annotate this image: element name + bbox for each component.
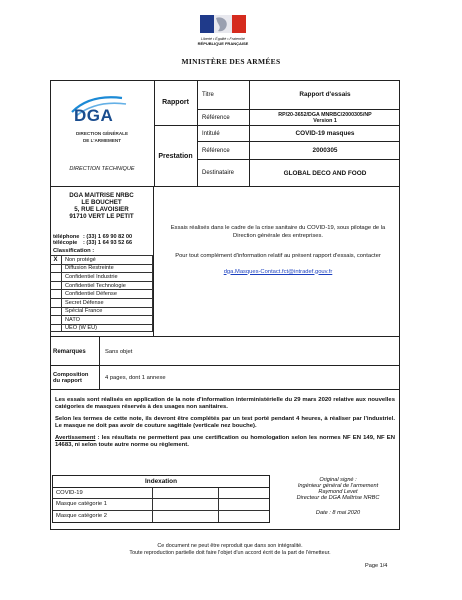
intitule-value: COVID-19 masques: [250, 126, 400, 142]
classification-option-label: Diffusion Restreinte: [62, 265, 153, 273]
dga-logo-block: [52, 82, 152, 184]
classification-option: [50, 324, 153, 333]
composition-value: 4 pages, dont 1 annexe: [105, 374, 166, 381]
classification-option-label: NATO: [62, 316, 153, 324]
remarques-row: [50, 336, 400, 366]
classification-list: [50, 255, 153, 332]
remarques-label: Remarques: [50, 337, 100, 366]
indexation-rows: [53, 488, 269, 522]
report-table: [154, 80, 400, 186]
warning-label: Avertissement: [55, 434, 96, 441]
fax-label: télécopie: [53, 240, 78, 246]
composition-row: [50, 366, 400, 390]
classification-option-label: Confidentiel Défense: [62, 290, 153, 298]
title-value: Rapport d'essais: [250, 80, 400, 110]
classification-option-label: Secret Défense: [62, 299, 153, 307]
classification-checkbox: [50, 273, 62, 281]
republic-motto: Liberté • Égalité • Fraternité: [201, 37, 245, 41]
indexation-empty-cell: [219, 499, 269, 509]
marianne-logo: [190, 14, 256, 48]
classification-checkbox: [50, 290, 62, 298]
signature-line1: Original signé :: [319, 477, 357, 483]
contact-email-link[interactable]: dga.Masques-Contact.fct@intradef.gouv.fr: [223, 268, 333, 275]
signature-date: Date : 8 mai 2020: [315, 510, 361, 516]
classification-checkbox: X: [50, 256, 62, 264]
dest-label: Destinataire: [198, 160, 250, 186]
classification-option: [50, 315, 153, 324]
report-ref-line2: Version 1: [313, 117, 337, 124]
classification-checkbox: [50, 265, 62, 273]
indexation-empty-cell: [153, 488, 219, 498]
report-ref-label: Référence: [198, 110, 250, 126]
republic-name: RÉPUBLIQUE FRANÇAISE: [197, 41, 249, 46]
phone-value: : (33) 1 69 90 82 00: [83, 234, 133, 240]
classification-option-label: Confidentiel Industrie: [62, 273, 153, 281]
composition-label-line2: du rapport: [53, 377, 82, 384]
marianne-icon: [190, 14, 256, 34]
indexation-row: [53, 488, 269, 499]
footer-line1: Ce document ne peut être reproduit que dans son intégralité.: [157, 543, 303, 549]
classification-option-label: Confidentiel Technologie: [62, 282, 153, 290]
classification-checkbox: [50, 325, 62, 332]
body-text: [55, 397, 395, 449]
indexation-table: [52, 475, 270, 523]
indexation-empty-cell: [153, 499, 219, 509]
prestation-ref-label: Référence: [198, 142, 250, 160]
composition-label: [50, 366, 100, 389]
org-name-line1: DIRECTION GÉNÉRALE: [75, 131, 129, 136]
ministry-title: MINISTÈRE DES ARMÉES: [181, 57, 281, 66]
email-row: [160, 269, 396, 275]
fax-row: [50, 240, 153, 246]
title-label: Titre: [198, 80, 250, 110]
indexation-keyword: COVID-19: [53, 488, 153, 498]
classification-checkbox: [50, 282, 62, 290]
address-block: [50, 186, 154, 336]
dga-logo-text: DGA: [74, 106, 114, 125]
classification-option: [50, 281, 153, 290]
org-name-line2: DE L'ARMEMENT: [82, 138, 122, 143]
classification-checkbox: [50, 299, 62, 307]
report-ref-line1: RP/20-3652/DGA MNRBC/2000305/NP: [278, 111, 372, 118]
classification-option: [50, 298, 153, 307]
signature-line2: Ingénieur général de l'armement: [297, 483, 379, 489]
classification-option-label: UEO (W EU): [62, 325, 153, 332]
page-number: Page 1/4: [365, 563, 388, 569]
indexation-empty-cell: [153, 511, 219, 522]
warning-paragraph: [55, 435, 395, 450]
prestation-ref-value: 2000305: [250, 142, 400, 160]
address-line2: LE BOUCHET: [81, 199, 122, 206]
address-line1: DGA MAITRISE NRBC: [69, 192, 134, 199]
body-para1: Les essais sont réalisés en application de la note d'information interministérielle du 29 mars 2020 relative aux nouvelles catégories de masques réservés à des usages non sanitaires.: [55, 397, 395, 411]
classification-option-label: Non protégé: [62, 256, 153, 264]
classification-label: Classification :: [53, 248, 95, 254]
dest-value: GLOBAL DECO AND FOOD: [283, 169, 367, 177]
address-line4: 91710 VERT LE PETIT: [69, 213, 134, 220]
signature-block: [278, 477, 398, 516]
signature-line4: Directeur de DGA Maîtrise NRBC: [296, 495, 380, 501]
indexation-row: [53, 511, 269, 522]
footer-line2: Toute reproduction partielle doit faire l'objet d'un accord écrit de la part de l'émetteur.: [129, 550, 331, 556]
classification-checkbox: [50, 316, 62, 324]
indexation-empty-cell: [219, 511, 269, 522]
fax-value: : (33) 1 64 93 52 66: [83, 240, 133, 246]
indexation-empty-cell: [219, 488, 269, 498]
indexation-row: [53, 499, 269, 510]
address-line3: 5, RUE LAVOISIER: [74, 206, 129, 213]
classification-option: [50, 264, 153, 273]
composition-label-line1: Composition: [53, 371, 89, 378]
classification-option: [50, 307, 153, 316]
indexation-title: Indexation: [53, 476, 269, 488]
classification-option: [50, 255, 153, 264]
phone-label: téléphone: [53, 234, 80, 240]
division-name: DIRECTION TECHNIQUE: [69, 166, 135, 172]
classification-option: [50, 272, 153, 281]
classification-option: [50, 289, 153, 298]
info-para1: Essais réalisés dans le cadre de la crise sanitaire du COVID-19, sous pilotage de la Direction générale des entreprises.: [170, 225, 386, 239]
classification-checkbox: [50, 308, 62, 316]
intitule-label: Intitulé: [198, 126, 250, 142]
indexation-keyword: Masque catégorie 2: [53, 511, 153, 522]
prestation-label: Prestation: [154, 126, 198, 186]
info-para2: Pour tout complément d'information relatif au présent rapport d'essais, contacter: [175, 253, 381, 259]
body-para2: Selon les termes de cette note, ils devront être complétés par un test porté pendant 4 heures, à réaliser par l'industriel. Le masque ne doit pas avoir de couture sagittale (verticale nez bouche).: [55, 415, 395, 430]
warning-text: : les résultats ne permettent pas une certification ou homologation selon les normes NF EN 149, NF EN 14683, ni selon toute autre norme ou règlement.: [55, 434, 395, 449]
rapport-label: Rapport: [154, 80, 198, 126]
remarques-value: Sans objet: [105, 348, 133, 355]
classification-option-label: Spécial France: [62, 308, 153, 316]
indexation-keyword: Masque catégorie 1: [53, 499, 153, 509]
info-block: [160, 225, 396, 275]
report-ref-value: [250, 110, 400, 126]
signature-line3: Raymond Levet: [318, 489, 358, 495]
